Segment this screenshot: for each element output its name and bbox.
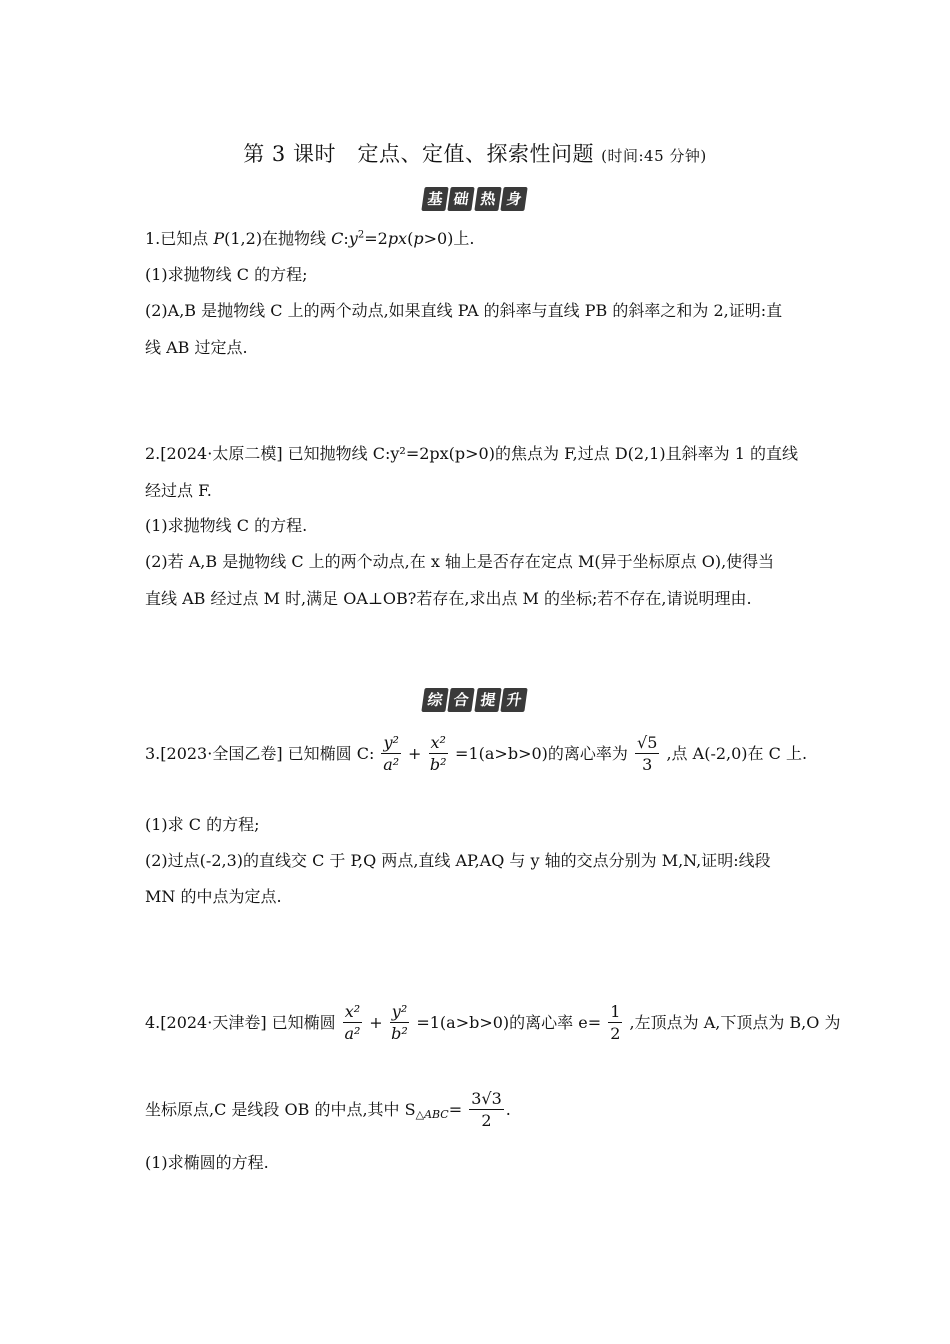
numerator: 1: [610, 1002, 621, 1021]
badge-char: 升: [500, 688, 528, 712]
text: P: [213, 229, 225, 248]
q3-part1: (1)求 C 的方程;: [145, 815, 260, 834]
numerator: √5: [637, 733, 658, 752]
q1-part2-cont: 线 AB 过定点.: [145, 338, 248, 357]
fraction: [343, 1002, 362, 1045]
q2-part2: (2)若 A,B 是抛物线 C 上的两个动点,在 x 轴上是否存在定点 M(异于坐标原点 O),使得当: [145, 552, 775, 571]
fraction: [429, 733, 448, 776]
q1-part1: (1)求抛物线 C 的方程;: [145, 265, 308, 284]
denominator: 2: [610, 1024, 621, 1043]
badge-char: 身: [500, 187, 528, 211]
numerator: y²: [391, 1002, 408, 1021]
text: C: [331, 229, 344, 248]
denominator: b²: [429, 755, 447, 774]
denominator: 2: [481, 1111, 492, 1130]
fraction: [381, 733, 400, 776]
denominator: b²: [391, 1024, 408, 1043]
q3-part2: (2)过点(-2,3)的直线交 C 于 P,Q 两点,直线 AP,AQ 与 y 轴的交点分别为 M,N,证明:线段: [145, 851, 771, 870]
text: =2: [364, 229, 388, 248]
numerator: x²: [344, 1002, 361, 1021]
fraction: [608, 1002, 622, 1045]
text: =: [448, 1100, 463, 1119]
q2-stem: 2.[2024·太原二模] 已知抛物线 C:y²=2px(p>0)的焦点为 F,过点 D(2,1)且斜率为 1 的直线: [145, 444, 798, 463]
text: >0)上.: [423, 229, 475, 248]
text: +: [408, 744, 422, 763]
text: (1,2)在抛物线: [224, 229, 332, 248]
badge-char: 综: [421, 688, 449, 712]
badge-char: 合: [448, 688, 476, 712]
text: +: [369, 1013, 383, 1032]
q3-stem: [145, 733, 807, 776]
q2-stem-cont: 经过点 F.: [145, 481, 212, 500]
text: 1.已知点: [145, 229, 214, 248]
text: :: [343, 229, 349, 248]
text: p: [413, 229, 424, 248]
fraction: [635, 733, 659, 776]
denominator: 3: [642, 755, 653, 774]
text: ,左顶点为 A,下顶点为 B,O 为: [629, 1013, 841, 1032]
text: 4.[2024·天津卷] 已知椭圆: [145, 1013, 336, 1032]
text: 3.[2023·全国乙卷] 已知椭圆 C:: [145, 744, 375, 763]
denominator: a²: [383, 755, 400, 774]
text: px: [387, 229, 408, 248]
title-text: 第 3 课时 定点、定值、探索性问题: [243, 142, 594, 166]
q4-stem: [145, 1002, 840, 1045]
text: =1(a>b>0)的离心率为: [455, 744, 628, 763]
badge-char: 热: [474, 187, 502, 211]
page-title: [0, 138, 950, 168]
badge-char: 础: [448, 187, 476, 211]
section-badge-advanced: [423, 688, 526, 712]
text: 2: [357, 229, 365, 241]
fraction: [390, 1002, 409, 1045]
text: =1(a>b>0)的离心率 e=: [416, 1013, 602, 1032]
text: .: [505, 1100, 511, 1119]
q1-part2: (2)A,B 是抛物线 C 上的两个动点,如果直线 PA 的斜率与直线 PB 的斜率之和为 2,证明:直: [145, 301, 783, 320]
numerator: y²: [383, 733, 399, 752]
section-badge-basic: [423, 187, 526, 211]
text: 坐标原点,C 是线段 OB 的中点,其中 S: [145, 1100, 416, 1119]
denominator: a²: [344, 1024, 361, 1043]
text: y: [348, 229, 358, 248]
q3-part2-cont: MN 的中点为定点.: [145, 887, 282, 906]
fraction: [469, 1089, 504, 1132]
q2-part1: (1)求抛物线 C 的方程.: [145, 516, 308, 535]
q4-stem-cont: [145, 1089, 511, 1132]
text: ,点 A(-2,0)在 C 上.: [666, 744, 808, 763]
q1-stem: [145, 226, 475, 249]
time-limit: (时间:45 分钟): [601, 147, 707, 165]
numerator: x²: [430, 733, 446, 752]
numerator: 3√3: [471, 1089, 502, 1108]
q4-part1: (1)求椭圆的方程.: [145, 1153, 269, 1172]
q2-part2-cont: 直线 AB 经过点 M 时,满足 OA⊥OB?若存在,求出点 M 的坐标;若不存在,请说明理由.: [145, 589, 752, 608]
text: (: [407, 229, 414, 248]
subscript: △ABC: [415, 1108, 449, 1121]
badge-char: 提: [474, 688, 502, 712]
badge-char: 基: [421, 187, 449, 211]
